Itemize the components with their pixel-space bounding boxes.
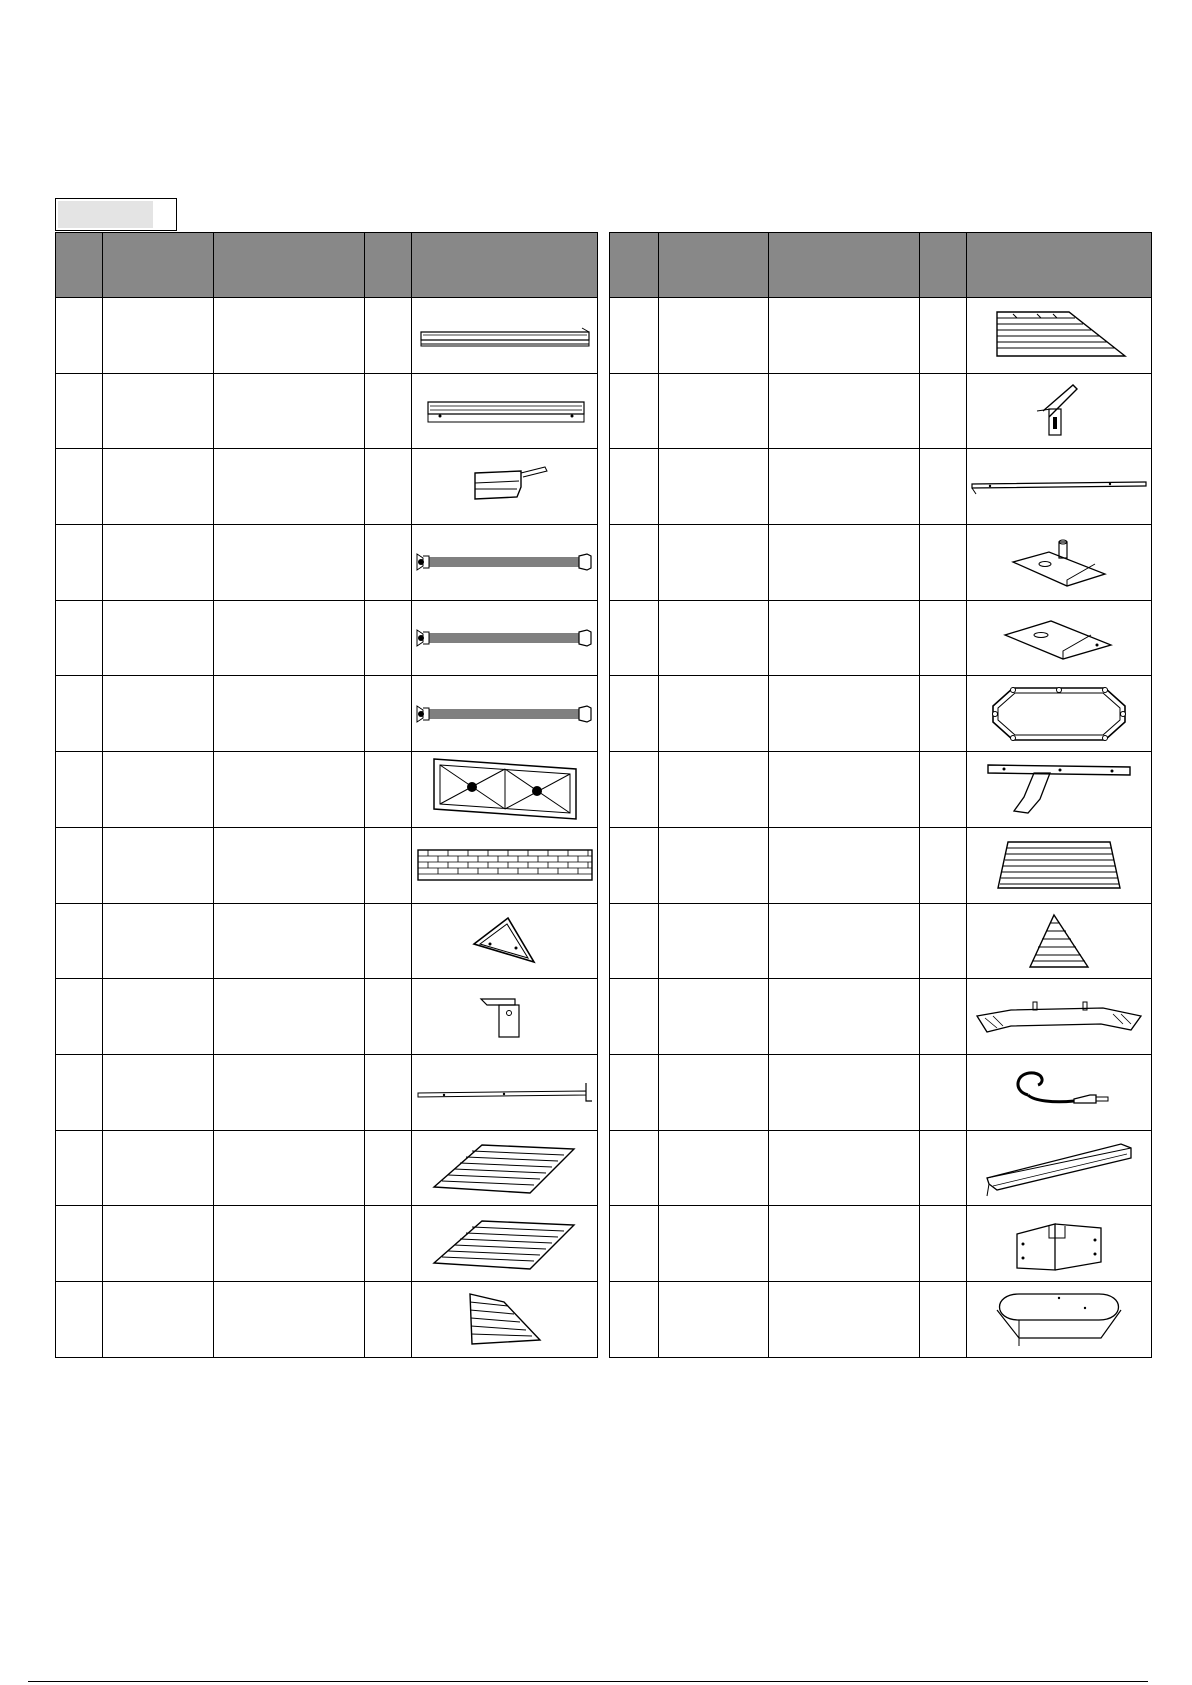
- table-cell: [769, 525, 920, 601]
- table-cell: [659, 827, 769, 903]
- table-cell: [610, 752, 659, 828]
- hook-hanger-icon: [967, 1065, 1151, 1119]
- table-cell: [920, 903, 967, 979]
- table-cell: [769, 752, 920, 828]
- part-image-cell: [412, 298, 598, 374]
- part-image-cell: [412, 1054, 598, 1130]
- table-cell: [769, 827, 920, 903]
- curved-trim-icon: [967, 994, 1151, 1040]
- trapezoid-slat-panel-icon: [412, 1290, 597, 1348]
- table-cell: [659, 449, 769, 525]
- table-cell: [659, 752, 769, 828]
- table-cell: [769, 676, 920, 752]
- part-image-cell: [967, 1054, 1152, 1130]
- triangular-slat-panel-icon: [967, 911, 1151, 971]
- table-cell: [214, 525, 365, 601]
- part-image-cell: [412, 827, 598, 903]
- header-cell: [659, 233, 769, 298]
- table-cell: [610, 1130, 659, 1206]
- table-cell: [214, 600, 365, 676]
- table-cell: [659, 525, 769, 601]
- table-row: [56, 1281, 598, 1357]
- base-plate-with-post-icon: [967, 536, 1151, 588]
- table-row: [610, 979, 1152, 1055]
- part-image-cell: [412, 373, 598, 449]
- table-cell: [214, 752, 365, 828]
- t-bracket-beam-icon: [967, 759, 1151, 819]
- table-cell: [365, 298, 412, 374]
- table-cell: [610, 373, 659, 449]
- table-header-row: [56, 233, 598, 298]
- oval-top-cap-icon: [967, 1288, 1151, 1350]
- table-cell: [659, 979, 769, 1055]
- table-cell: [103, 1206, 214, 1282]
- table-cell: [769, 979, 920, 1055]
- header-cell: [920, 233, 967, 298]
- table-cell: [103, 525, 214, 601]
- table-cell: [103, 752, 214, 828]
- table-cell: [920, 1206, 967, 1282]
- table-cell: [610, 449, 659, 525]
- part-image-cell: [412, 600, 598, 676]
- brick-panel-icon: [412, 846, 597, 884]
- table-cell: [56, 979, 103, 1055]
- parts-table-left: [55, 232, 598, 1358]
- header-cell: [365, 233, 412, 298]
- table-row: [56, 752, 598, 828]
- section-tab-fill: [58, 201, 153, 228]
- table-cell: [214, 903, 365, 979]
- small-box-bracket-icon: [412, 463, 597, 511]
- table-cell: [365, 752, 412, 828]
- table-cell: [769, 373, 920, 449]
- base-plate-icon: [967, 615, 1151, 661]
- table-cell: [365, 1206, 412, 1282]
- table-cell: [56, 525, 103, 601]
- part-image-cell: [967, 373, 1152, 449]
- table-cell: [56, 676, 103, 752]
- table-cell: [920, 1130, 967, 1206]
- table-cell: [214, 676, 365, 752]
- table-cell: [214, 373, 365, 449]
- table-cell: [103, 1054, 214, 1130]
- table-row: [610, 752, 1152, 828]
- table-cell: [769, 1054, 920, 1130]
- table-row: [610, 1054, 1152, 1130]
- table-row: [610, 827, 1152, 903]
- table-cell: [769, 1281, 920, 1357]
- angled-bracket-arm-icon: [967, 381, 1151, 441]
- header-cell: [214, 233, 365, 298]
- table-cell: [103, 1281, 214, 1357]
- table-cell: [365, 449, 412, 525]
- table-cell: [103, 903, 214, 979]
- header-cell: [967, 233, 1152, 298]
- table-row: [56, 373, 598, 449]
- table-cell: [920, 676, 967, 752]
- table-cell: [769, 600, 920, 676]
- long-channel-rail-icon: [412, 320, 597, 350]
- table-cell: [610, 298, 659, 374]
- table-cell: [103, 298, 214, 374]
- header-cell: [412, 233, 598, 298]
- table-cell: [214, 1281, 365, 1357]
- triangular-bracket-icon: [412, 914, 597, 968]
- table-row: [610, 600, 1152, 676]
- table-row: [56, 600, 598, 676]
- table-row: [56, 903, 598, 979]
- table-cell: [920, 1054, 967, 1130]
- table-cell: [56, 903, 103, 979]
- table-cell: [610, 1206, 659, 1282]
- table-row: [56, 676, 598, 752]
- table-cell: [769, 298, 920, 374]
- part-image-cell: [967, 298, 1152, 374]
- table-cell: [920, 600, 967, 676]
- table-cell: [920, 827, 967, 903]
- fluted-column-icon: [412, 624, 597, 652]
- table-cell: [920, 449, 967, 525]
- table-cell: [610, 903, 659, 979]
- table-row: [56, 1054, 598, 1130]
- table-cell: [56, 449, 103, 525]
- corner-bracket-icon: [967, 1214, 1151, 1274]
- part-image-cell: [967, 752, 1152, 828]
- table-row: [610, 1206, 1152, 1282]
- table-cell: [659, 1206, 769, 1282]
- table-cell: [920, 1281, 967, 1357]
- table-cell: [659, 903, 769, 979]
- table-row: [610, 449, 1152, 525]
- part-image-cell: [412, 1206, 598, 1282]
- cross-braced-panel-icon: [412, 757, 597, 821]
- table-cell: [214, 979, 365, 1055]
- table-cell: [365, 600, 412, 676]
- part-image-cell: [967, 979, 1152, 1055]
- table-row: [610, 1281, 1152, 1357]
- slatted-trapezoid-panel-icon: [967, 838, 1151, 892]
- table-cell: [365, 827, 412, 903]
- table-cell: [610, 676, 659, 752]
- header-cell: [56, 233, 103, 298]
- octagonal-frame-icon: [967, 684, 1151, 744]
- long-thin-rail-icon: [967, 476, 1151, 498]
- table-cell: [610, 979, 659, 1055]
- table-cell: [920, 752, 967, 828]
- table-cell: [659, 600, 769, 676]
- table-row: [610, 903, 1152, 979]
- part-image-cell: [412, 525, 598, 601]
- part-image-cell: [967, 827, 1152, 903]
- table-cell: [769, 903, 920, 979]
- slatted-roof-panel-icon: [412, 1217, 597, 1271]
- table-cell: [659, 1054, 769, 1130]
- table-cell: [365, 979, 412, 1055]
- table-row: [610, 1130, 1152, 1206]
- table-row: [56, 1130, 598, 1206]
- table-cell: [920, 525, 967, 601]
- part-image-cell: [967, 1281, 1152, 1357]
- l-bracket-icon: [412, 993, 597, 1041]
- part-image-cell: [412, 676, 598, 752]
- table-cell: [365, 1130, 412, 1206]
- table-row: [56, 298, 598, 374]
- table-cell: [365, 676, 412, 752]
- fluted-column-icon: [412, 548, 597, 576]
- parts-table-right: [609, 232, 1152, 1358]
- table-cell: [56, 1054, 103, 1130]
- part-image-cell: [967, 525, 1152, 601]
- table-cell: [103, 373, 214, 449]
- table-cell: [214, 1130, 365, 1206]
- part-image-cell: [412, 752, 598, 828]
- section-tab: [55, 198, 177, 231]
- table-cell: [214, 449, 365, 525]
- part-image-cell: [967, 676, 1152, 752]
- table-cell: [56, 827, 103, 903]
- table-cell: [365, 903, 412, 979]
- table-cell: [214, 1054, 365, 1130]
- table-row: [610, 298, 1152, 374]
- table-cell: [365, 525, 412, 601]
- table-cell: [103, 1130, 214, 1206]
- table-row: [56, 1206, 598, 1282]
- table-cell: [610, 1281, 659, 1357]
- table-cell: [56, 600, 103, 676]
- part-image-cell: [412, 903, 598, 979]
- table-row: [610, 525, 1152, 601]
- table-cell: [365, 1054, 412, 1130]
- angled-gutter-icon: [967, 1138, 1151, 1198]
- table-cell: [769, 1206, 920, 1282]
- table-row: [56, 449, 598, 525]
- table-cell: [56, 752, 103, 828]
- table-cell: [769, 449, 920, 525]
- part-image-cell: [967, 1206, 1152, 1282]
- table-cell: [214, 298, 365, 374]
- table-row: [56, 827, 598, 903]
- table-cell: [56, 1281, 103, 1357]
- table-cell: [610, 827, 659, 903]
- part-image-cell: [967, 449, 1152, 525]
- header-cell: [103, 233, 214, 298]
- angled-slat-panel-icon: [967, 308, 1151, 362]
- part-image-cell: [412, 979, 598, 1055]
- part-image-cell: [412, 1130, 598, 1206]
- table-cell: [610, 600, 659, 676]
- table-header-row: [610, 233, 1152, 298]
- part-image-cell: [412, 1281, 598, 1357]
- table-cell: [365, 1281, 412, 1357]
- part-image-cell: [967, 1130, 1152, 1206]
- footer-rule: [28, 1681, 1148, 1682]
- table-row: [610, 676, 1152, 752]
- part-image-cell: [967, 903, 1152, 979]
- table-cell: [103, 449, 214, 525]
- flanged-channel-rail-icon: [412, 394, 597, 428]
- table-cell: [659, 676, 769, 752]
- table-cell: [56, 1206, 103, 1282]
- table-cell: [103, 676, 214, 752]
- table-cell: [659, 373, 769, 449]
- table-cell: [56, 373, 103, 449]
- part-image-cell: [967, 600, 1152, 676]
- table-row: [56, 979, 598, 1055]
- table-row: [610, 373, 1152, 449]
- table-cell: [610, 1054, 659, 1130]
- table-cell: [103, 827, 214, 903]
- table-cell: [659, 298, 769, 374]
- header-cell: [769, 233, 920, 298]
- table-cell: [214, 1206, 365, 1282]
- thin-rod-icon: [412, 1079, 597, 1105]
- table-cell: [659, 1281, 769, 1357]
- table-cell: [610, 525, 659, 601]
- table-row: [56, 525, 598, 601]
- part-image-cell: [412, 449, 598, 525]
- table-cell: [103, 979, 214, 1055]
- table-cell: [920, 979, 967, 1055]
- table-cell: [920, 298, 967, 374]
- table-cell: [365, 373, 412, 449]
- table-cell: [659, 1130, 769, 1206]
- table-cell: [103, 600, 214, 676]
- table-cell: [56, 1130, 103, 1206]
- slatted-roof-panel-icon: [412, 1141, 597, 1195]
- table-cell: [214, 827, 365, 903]
- table-cell: [769, 1130, 920, 1206]
- fluted-column-icon: [412, 700, 597, 728]
- header-cell: [610, 233, 659, 298]
- table-cell: [920, 373, 967, 449]
- table-cell: [56, 298, 103, 374]
